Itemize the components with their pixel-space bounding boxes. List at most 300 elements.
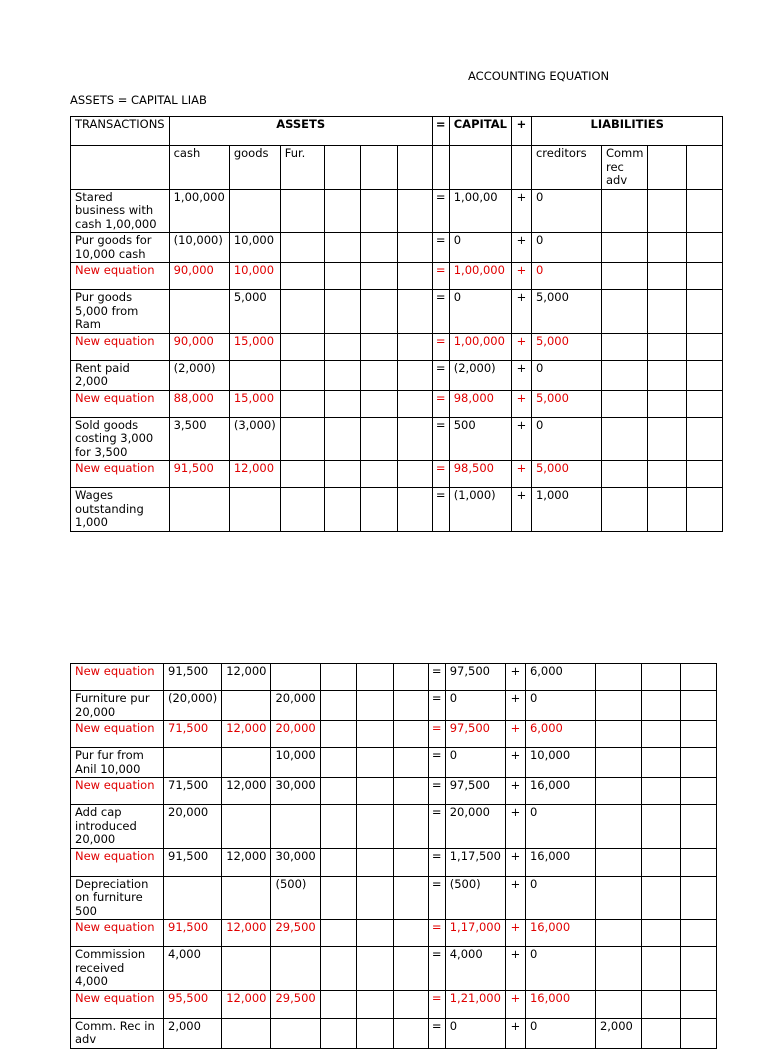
empty-cell bbox=[360, 333, 397, 360]
plus-sign: + bbox=[505, 947, 525, 991]
goods-cell: 15,000 bbox=[229, 333, 280, 360]
goods-cell: 12,000 bbox=[222, 990, 271, 1018]
cash-cell bbox=[169, 488, 229, 532]
comm-cell bbox=[595, 748, 641, 778]
header-row-1 bbox=[71, 117, 723, 146]
creditors-cell: 16,000 bbox=[525, 848, 595, 876]
empty-cell bbox=[680, 664, 716, 691]
header-equals: = bbox=[432, 117, 449, 146]
plus-sign: + bbox=[511, 290, 531, 334]
empty-cell bbox=[356, 664, 393, 691]
creditors-cell: 0 bbox=[525, 805, 595, 849]
empty-cell bbox=[648, 189, 687, 233]
capital-cell: 0 bbox=[449, 233, 511, 263]
empty-cell bbox=[324, 263, 360, 290]
row-label: New equation bbox=[71, 778, 164, 805]
empty-cell bbox=[680, 748, 716, 778]
equals-sign: = bbox=[428, 721, 445, 748]
header-comm-rec-adv: Comm rec adv bbox=[601, 146, 647, 190]
equals-sign: = bbox=[428, 947, 445, 991]
row-label: New equation bbox=[71, 461, 170, 488]
empty-cell bbox=[356, 721, 393, 748]
capital-cell: (1,000) bbox=[449, 488, 511, 532]
plus-sign: + bbox=[511, 263, 531, 290]
row-label: New equation bbox=[71, 664, 164, 691]
empty-cell bbox=[393, 721, 428, 748]
cash-cell: 88,000 bbox=[169, 390, 229, 417]
row-label: New equation bbox=[71, 721, 164, 748]
table-row bbox=[71, 920, 717, 947]
cash-cell: 90,000 bbox=[169, 263, 229, 290]
creditors-cell: 0 bbox=[525, 691, 595, 721]
fur-cell: 30,000 bbox=[271, 848, 320, 876]
empty-cell bbox=[393, 748, 428, 778]
capital-cell: 98,000 bbox=[449, 390, 511, 417]
equation-subtitle: ASSETS = CAPITAL LIAB bbox=[70, 93, 207, 107]
plus-sign: + bbox=[511, 233, 531, 263]
table-row bbox=[71, 189, 723, 233]
empty-cell bbox=[641, 990, 680, 1018]
goods-cell: 12,000 bbox=[222, 848, 271, 876]
fur-cell bbox=[280, 290, 324, 334]
empty-cell bbox=[397, 488, 432, 532]
empty-cell bbox=[641, 1018, 680, 1048]
goods-cell: 12,000 bbox=[229, 461, 280, 488]
creditors-cell: 0 bbox=[525, 876, 595, 920]
empty-cell bbox=[324, 488, 360, 532]
fur-cell: (500) bbox=[271, 876, 320, 920]
fur-cell bbox=[280, 263, 324, 290]
empty-cell bbox=[320, 748, 356, 778]
empty-cell bbox=[324, 417, 360, 461]
empty-cell bbox=[320, 664, 356, 691]
capital-cell: 97,500 bbox=[445, 721, 505, 748]
creditors-cell: 16,000 bbox=[525, 990, 595, 1018]
table-row bbox=[71, 233, 723, 263]
comm-cell bbox=[601, 290, 647, 334]
plus-sign: + bbox=[505, 748, 525, 778]
fur-cell bbox=[271, 947, 320, 991]
cash-cell: 71,500 bbox=[164, 721, 222, 748]
plus-sign: + bbox=[511, 461, 531, 488]
table-row bbox=[71, 390, 723, 417]
goods-cell: 10,000 bbox=[229, 233, 280, 263]
empty-cell bbox=[356, 848, 393, 876]
header-goods: goods bbox=[229, 146, 280, 190]
goods-cell: 5,000 bbox=[229, 290, 280, 334]
fur-cell: 20,000 bbox=[271, 721, 320, 748]
capital-cell: 97,500 bbox=[445, 664, 505, 691]
table-row bbox=[71, 748, 717, 778]
empty-cell bbox=[680, 947, 716, 991]
plus-sign: + bbox=[511, 390, 531, 417]
empty-cell bbox=[320, 990, 356, 1018]
empty-cell bbox=[320, 691, 356, 721]
row-label: New equation bbox=[71, 333, 170, 360]
empty-cell bbox=[356, 990, 393, 1018]
creditors-cell: 5,000 bbox=[531, 333, 601, 360]
goods-cell: (3,000) bbox=[229, 417, 280, 461]
goods-cell: 12,000 bbox=[222, 721, 271, 748]
capital-cell: 4,000 bbox=[445, 947, 505, 991]
equals-sign: = bbox=[428, 805, 445, 849]
row-label: Rent paid 2,000 bbox=[71, 360, 170, 390]
cash-cell bbox=[169, 290, 229, 334]
goods-cell: 10,000 bbox=[229, 263, 280, 290]
creditors-cell: 0 bbox=[531, 263, 601, 290]
equals-sign: = bbox=[428, 876, 445, 920]
capital-cell: 500 bbox=[449, 417, 511, 461]
row-label: Sold goods costing 3,000 for 3,500 bbox=[71, 417, 170, 461]
empty-cell bbox=[360, 417, 397, 461]
empty-cell bbox=[680, 848, 716, 876]
empty-cell bbox=[397, 233, 432, 263]
equals-sign: = bbox=[428, 848, 445, 876]
equals-sign: = bbox=[432, 233, 449, 263]
equals-sign: = bbox=[428, 664, 445, 691]
empty-cell bbox=[648, 333, 687, 360]
empty-cell bbox=[360, 189, 397, 233]
goods-cell bbox=[222, 947, 271, 991]
empty-cell bbox=[324, 189, 360, 233]
document-title: ACCOUNTING EQUATION bbox=[468, 69, 610, 83]
empty-cell bbox=[397, 290, 432, 334]
empty-cell bbox=[641, 664, 680, 691]
header-creditors: creditors bbox=[531, 146, 601, 190]
goods-cell bbox=[222, 691, 271, 721]
goods-cell bbox=[229, 189, 280, 233]
empty-cell bbox=[641, 721, 680, 748]
empty-cell bbox=[393, 805, 428, 849]
empty-cell bbox=[360, 360, 397, 390]
comm-cell bbox=[601, 390, 647, 417]
fur-cell bbox=[280, 390, 324, 417]
creditors-cell: 0 bbox=[525, 947, 595, 991]
empty-cell bbox=[324, 390, 360, 417]
row-label: Stared business with cash 1,00,000 bbox=[71, 189, 170, 233]
empty-cell bbox=[648, 417, 687, 461]
comm-cell bbox=[595, 691, 641, 721]
empty-cell bbox=[648, 290, 687, 334]
comm-cell bbox=[595, 848, 641, 876]
empty-cell bbox=[680, 691, 716, 721]
empty-cell bbox=[687, 390, 723, 417]
capital-cell: 1,17,500 bbox=[445, 848, 505, 876]
comm-cell bbox=[595, 805, 641, 849]
row-label: Pur goods for 10,000 cash bbox=[71, 233, 170, 263]
empty-cell bbox=[356, 920, 393, 947]
plus-sign: + bbox=[505, 664, 525, 691]
capital-cell: 1,00,000 bbox=[449, 333, 511, 360]
row-label: New equation bbox=[71, 390, 170, 417]
comm-cell bbox=[595, 990, 641, 1018]
fur-cell bbox=[280, 488, 324, 532]
cash-cell bbox=[164, 748, 222, 778]
empty-cell bbox=[324, 333, 360, 360]
empty-cell bbox=[324, 461, 360, 488]
cash-cell bbox=[164, 876, 222, 920]
empty-cell bbox=[680, 1018, 716, 1048]
comm-cell: 2,000 bbox=[595, 1018, 641, 1048]
empty-cell bbox=[393, 947, 428, 991]
empty-cell bbox=[641, 805, 680, 849]
cash-cell: 4,000 bbox=[164, 947, 222, 991]
empty-cell bbox=[320, 721, 356, 748]
comm-cell bbox=[601, 263, 647, 290]
empty-cell bbox=[680, 876, 716, 920]
fur-cell: 10,000 bbox=[271, 748, 320, 778]
empty-cell bbox=[356, 691, 393, 721]
creditors-cell: 1,000 bbox=[531, 488, 601, 532]
empty-cell bbox=[360, 488, 397, 532]
empty-cell bbox=[648, 461, 687, 488]
creditors-cell: 0 bbox=[531, 189, 601, 233]
empty-cell bbox=[648, 488, 687, 532]
creditors-cell: 16,000 bbox=[525, 778, 595, 805]
empty-cell bbox=[680, 805, 716, 849]
capital-cell: (500) bbox=[445, 876, 505, 920]
plus-sign: + bbox=[505, 990, 525, 1018]
header-liabilities: LIABILITIES bbox=[531, 117, 722, 146]
comm-cell bbox=[601, 461, 647, 488]
empty-cell bbox=[356, 876, 393, 920]
equals-sign: = bbox=[428, 748, 445, 778]
cash-cell: 90,000 bbox=[169, 333, 229, 360]
creditors-cell: 10,000 bbox=[525, 748, 595, 778]
table-row bbox=[71, 947, 717, 991]
header-fur: Fur. bbox=[280, 146, 324, 190]
capital-cell: 98,500 bbox=[449, 461, 511, 488]
header-assets: ASSETS bbox=[169, 117, 432, 146]
plus-sign: + bbox=[505, 876, 525, 920]
comm-cell bbox=[601, 488, 647, 532]
cash-cell: 2,000 bbox=[164, 1018, 222, 1048]
empty-cell bbox=[393, 778, 428, 805]
cash-cell: 91,500 bbox=[164, 920, 222, 947]
empty-cell bbox=[393, 920, 428, 947]
empty-cell bbox=[393, 848, 428, 876]
row-label: New equation bbox=[71, 990, 164, 1018]
empty-cell bbox=[680, 920, 716, 947]
empty-cell bbox=[356, 748, 393, 778]
table-row bbox=[71, 290, 723, 334]
table-row bbox=[71, 721, 717, 748]
fur-cell bbox=[280, 333, 324, 360]
table-row bbox=[71, 263, 723, 290]
cash-cell: (20,000) bbox=[164, 691, 222, 721]
row-label: Pur fur from Anil 10,000 bbox=[71, 748, 164, 778]
header-plus: + bbox=[511, 117, 531, 146]
empty-cell bbox=[687, 290, 723, 334]
table-row bbox=[71, 691, 717, 721]
plus-sign: + bbox=[505, 920, 525, 947]
capital-cell: 0 bbox=[445, 691, 505, 721]
comm-cell bbox=[595, 664, 641, 691]
creditors-cell: 0 bbox=[531, 233, 601, 263]
empty-cell bbox=[356, 778, 393, 805]
empty-cell bbox=[360, 390, 397, 417]
empty-cell bbox=[397, 390, 432, 417]
comm-cell bbox=[595, 778, 641, 805]
goods-cell: 12,000 bbox=[222, 664, 271, 691]
empty-cell bbox=[324, 290, 360, 334]
header-cash: cash bbox=[169, 146, 229, 190]
empty-cell bbox=[687, 233, 723, 263]
cash-cell: 91,500 bbox=[169, 461, 229, 488]
empty-cell bbox=[397, 360, 432, 390]
empty-cell bbox=[687, 488, 723, 532]
equals-sign: = bbox=[428, 691, 445, 721]
empty-cell bbox=[393, 990, 428, 1018]
plus-sign: + bbox=[505, 805, 525, 849]
plus-sign: + bbox=[511, 488, 531, 532]
plus-sign: + bbox=[505, 1018, 525, 1048]
equals-sign: = bbox=[428, 1018, 445, 1048]
cash-cell: (2,000) bbox=[169, 360, 229, 390]
row-label: Depreciation on furniture 500 bbox=[71, 876, 164, 920]
cash-cell: 91,500 bbox=[164, 664, 222, 691]
empty-cell bbox=[397, 189, 432, 233]
empty-cell bbox=[648, 263, 687, 290]
cash-cell: 71,500 bbox=[164, 778, 222, 805]
empty-cell bbox=[320, 778, 356, 805]
plus-sign: + bbox=[511, 360, 531, 390]
empty-cell bbox=[680, 990, 716, 1018]
comm-cell bbox=[601, 417, 647, 461]
empty-cell bbox=[397, 417, 432, 461]
fur-cell bbox=[280, 360, 324, 390]
goods-cell bbox=[229, 488, 280, 532]
table-row bbox=[71, 1018, 717, 1048]
empty-cell bbox=[641, 748, 680, 778]
empty-cell bbox=[641, 947, 680, 991]
goods-cell: 12,000 bbox=[222, 778, 271, 805]
creditors-cell: 0 bbox=[531, 360, 601, 390]
capital-cell: (2,000) bbox=[449, 360, 511, 390]
plus-sign: + bbox=[505, 848, 525, 876]
empty-cell bbox=[687, 360, 723, 390]
row-label: New equation bbox=[71, 848, 164, 876]
empty-cell bbox=[393, 876, 428, 920]
creditors-cell: 6,000 bbox=[525, 664, 595, 691]
comm-cell bbox=[601, 333, 647, 360]
cash-cell: 95,500 bbox=[164, 990, 222, 1018]
cash-cell: (10,000) bbox=[169, 233, 229, 263]
empty-cell bbox=[324, 233, 360, 263]
capital-cell: 1,17,000 bbox=[445, 920, 505, 947]
comm-cell bbox=[601, 360, 647, 390]
fur-cell bbox=[280, 233, 324, 263]
capital-cell: 0 bbox=[445, 1018, 505, 1048]
empty-cell bbox=[648, 233, 687, 263]
creditors-cell: 0 bbox=[531, 417, 601, 461]
creditors-cell: 5,000 bbox=[531, 390, 601, 417]
empty-cell bbox=[687, 461, 723, 488]
equals-sign: = bbox=[428, 778, 445, 805]
equals-sign: = bbox=[432, 461, 449, 488]
capital-cell: 1,00,00 bbox=[449, 189, 511, 233]
fur-cell bbox=[271, 805, 320, 849]
cash-cell: 1,00,000 bbox=[169, 189, 229, 233]
empty-cell bbox=[320, 848, 356, 876]
capital-cell: 0 bbox=[445, 748, 505, 778]
table-row bbox=[71, 461, 723, 488]
empty-cell bbox=[324, 360, 360, 390]
row-label: Comm. Rec in adv bbox=[71, 1018, 164, 1048]
empty-cell bbox=[320, 805, 356, 849]
goods-cell bbox=[222, 876, 271, 920]
row-label: New equation bbox=[71, 920, 164, 947]
fur-cell bbox=[280, 461, 324, 488]
comm-cell bbox=[595, 721, 641, 748]
equals-sign: = bbox=[432, 290, 449, 334]
creditors-cell: 5,000 bbox=[531, 461, 601, 488]
comm-cell bbox=[601, 233, 647, 263]
empty-cell bbox=[360, 263, 397, 290]
empty-cell bbox=[393, 691, 428, 721]
creditors-cell: 6,000 bbox=[525, 721, 595, 748]
row-label: Wages outstanding 1,000 bbox=[71, 488, 170, 532]
goods-cell bbox=[222, 748, 271, 778]
empty-cell bbox=[648, 390, 687, 417]
plus-sign: + bbox=[505, 691, 525, 721]
empty-cell bbox=[320, 920, 356, 947]
row-label: Add cap introduced 20,000 bbox=[71, 805, 164, 849]
fur-cell bbox=[280, 417, 324, 461]
capital-cell: 0 bbox=[449, 290, 511, 334]
cash-cell: 3,500 bbox=[169, 417, 229, 461]
creditors-cell: 0 bbox=[525, 1018, 595, 1048]
cash-cell: 91,500 bbox=[164, 848, 222, 876]
capital-cell: 97,500 bbox=[445, 778, 505, 805]
table-row bbox=[71, 805, 717, 849]
fur-cell bbox=[280, 189, 324, 233]
equals-sign: = bbox=[432, 263, 449, 290]
goods-cell bbox=[222, 1018, 271, 1048]
goods-cell: 15,000 bbox=[229, 390, 280, 417]
comm-cell bbox=[595, 920, 641, 947]
empty-cell bbox=[397, 263, 432, 290]
plus-sign: + bbox=[505, 721, 525, 748]
capital-cell: 20,000 bbox=[445, 805, 505, 849]
empty-cell bbox=[393, 664, 428, 691]
table-row bbox=[71, 664, 717, 691]
empty-cell bbox=[641, 778, 680, 805]
table-row bbox=[71, 417, 723, 461]
equals-sign: = bbox=[432, 417, 449, 461]
cash-cell: 20,000 bbox=[164, 805, 222, 849]
header-capital: CAPITAL bbox=[449, 117, 511, 146]
plus-sign: + bbox=[505, 778, 525, 805]
equals-sign: = bbox=[432, 189, 449, 233]
creditors-cell: 16,000 bbox=[525, 920, 595, 947]
empty-cell bbox=[320, 1018, 356, 1048]
fur-cell bbox=[271, 664, 320, 691]
equals-sign: = bbox=[432, 360, 449, 390]
empty-cell bbox=[360, 233, 397, 263]
empty-cell bbox=[356, 947, 393, 991]
creditors-cell: 5,000 bbox=[531, 290, 601, 334]
comm-cell bbox=[595, 876, 641, 920]
empty-cell bbox=[393, 1018, 428, 1048]
plus-sign: + bbox=[511, 189, 531, 233]
comm-cell bbox=[601, 189, 647, 233]
empty-cell bbox=[360, 290, 397, 334]
empty-cell bbox=[320, 876, 356, 920]
equals-sign: = bbox=[432, 390, 449, 417]
empty-cell bbox=[356, 805, 393, 849]
goods-cell bbox=[222, 805, 271, 849]
